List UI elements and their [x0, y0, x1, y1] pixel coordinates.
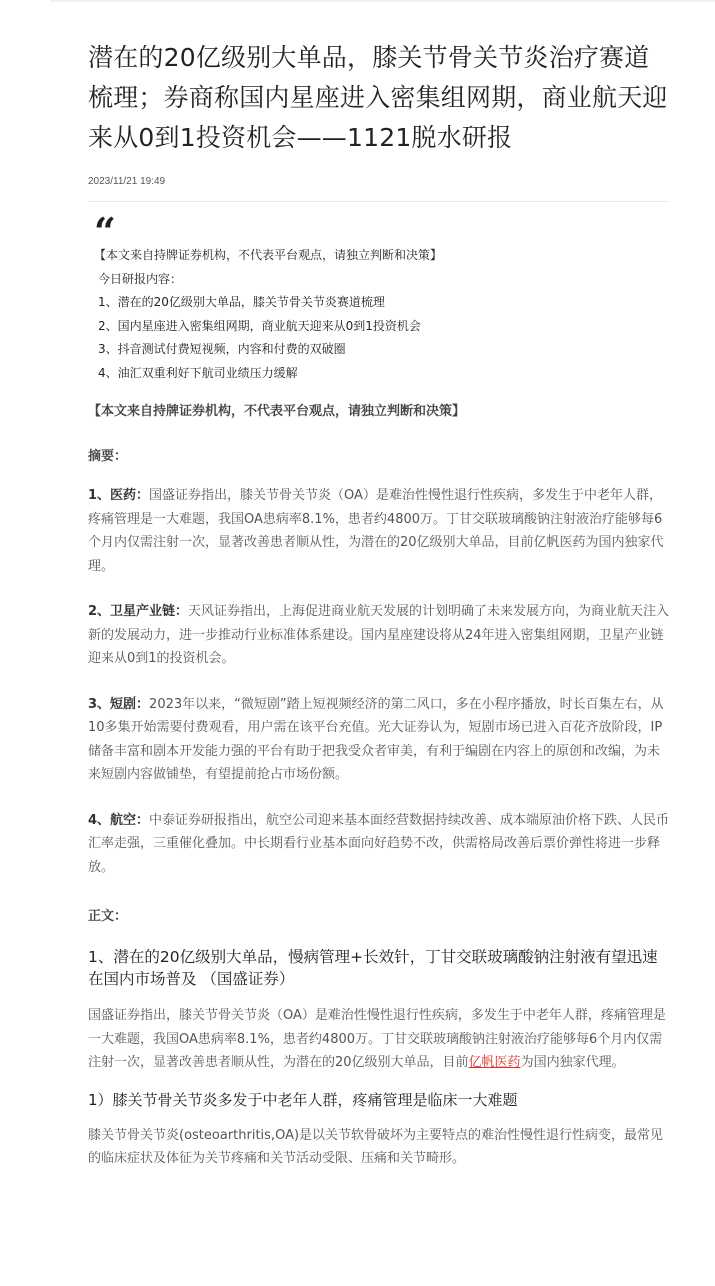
article-title: 潜在的20亿级别大单品，膝关节骨关节炎治疗赛道梳理；券商称国内星座进入密集组网期，商业航天迎来从0到1投资机会——1121脱水研报 [88, 43, 668, 152]
quote-line: 4、油汇双重利好下航司业绩压力缓解 [98, 365, 298, 380]
summary-item-head: 4、航空： [88, 812, 150, 828]
summary-item-text: 中泰证券研报指出，航空公司迎来基本面经营数据持续改善、成本端原油价格下跌、人民币汇率走强，三重催化叠加。中长期看行业基本面向好趋势不改，供需格局改善后票价弹性将进一步释放。 [88, 812, 670, 875]
main-label: 正文： [88, 909, 128, 924]
section-paragraph: 膝关节骨关节炎(osteoarthritis,OA)是以关节软骨破坏为主要特点的难治性慢性退行性病变，最常见的临床症状及体征为关节疼痛和关节活动受限、压痛和关节畸形。 [88, 1127, 664, 1166]
section-heading: 1、潜在的20亿级别大单品，慢病管理+长效针，丁甘交联玻璃酸钠注射液有望迅速在国内市场普及 （国盛证券） [88, 948, 658, 988]
disclaimer: 【本文来自持牌证券机构，不代表平台观点，请独立判断和决策】 [88, 404, 466, 419]
summary-item [88, 809, 670, 880]
quote-line: 今日研报内容： [98, 271, 183, 286]
summary-item-head: 3、短剧： [88, 696, 150, 712]
header-divider [88, 201, 670, 202]
summary-item-text: 天风证券指出，上海促进商业航天发展的计划明确了未来发展方向，为商业航天注入新的发展动力，进一步推动行业标准体系建设。国内星座建设将从24年进入密集组网期，卫星产业链迎来从0到1的投资机会。 [88, 604, 670, 666]
top-divider [50, 0, 715, 2]
quote-icon: “ [94, 209, 116, 254]
quote-line: 2、国内星座进入密集组网期，商业航天迎来从0到1投资机会 [98, 318, 421, 333]
stock-link[interactable]: 亿帆医药 [468, 1055, 521, 1070]
article [88, 38, 670, 1171]
paragraph-text: 国盛证券指出，膝关节骨关节炎（OA）是难治性慢性退行性疾病，多发生于中老年人群，疼痛管理是一大难题，我国OA患病率8.1%，患者约4800万。丁甘交联玻璃酸钠注射液治疗能够每6个月内仅需注射一次，显著改善患者顺从性，为潜在的20亿级别大单品，目前 [88, 1008, 666, 1070]
summary-item-head: 1、医药： [88, 488, 150, 503]
summary-item-head: 2、卫星产业链： [88, 604, 189, 619]
quote-line: 1、潜在的20亿级别大单品，膝关节骨关节炎赛道梳理 [98, 295, 385, 309]
quote-line: 3、抖音测试付费短视频，内容和付费的双破圈 [98, 342, 346, 356]
publish-date: 2023/11/21 19:49 [88, 176, 166, 187]
subsection-heading: 1）膝关节骨关节炎多发于中老年人群，疼痛管理是临床一大难题 [88, 1090, 518, 1109]
summary-label: 摘要： [88, 449, 128, 464]
summary-item [88, 484, 670, 578]
summary-item [88, 693, 670, 787]
summary-item-text: 国盛证券指出，膝关节骨关节炎（OA）是难治性慢性退行性疾病，多发生于中老年人群，疼痛管理是一大难题，我国OA患病率8.1%，患者约4800万。丁甘交联玻璃酸钠注射液治疗能够每6个月内仅需注射一次，显著改善患者顺从性，为潜在的20亿级别大单品，目前亿帆医药为国内独家代理。 [88, 488, 664, 574]
intro-quote [88, 209, 670, 385]
summary-item [88, 600, 670, 671]
section-paragraph [88, 1004, 670, 1075]
quote-disclaimer: 【本文来自持牌证券机构，不代表平台观点，请独立判断和决策】 [94, 248, 443, 262]
summary-item-text: 2023年以来，“微短剧”踏上短视频经济的第二风口，多在小程序播放，时长百集左右，从10多集开始需要付费观看，用户需在该平台充值。光大证券认为，短剧市场已进入百花齐放阶段，IP储备丰富和剧本开发能力强的平台有助于把我受众者审美，有利于编剧在内容上的原创和改编，为未来短剧内容做铺垫，有望提前抢占市场份额。 [88, 696, 664, 782]
paragraph-text: 为国内独家代理。 [520, 1055, 625, 1070]
